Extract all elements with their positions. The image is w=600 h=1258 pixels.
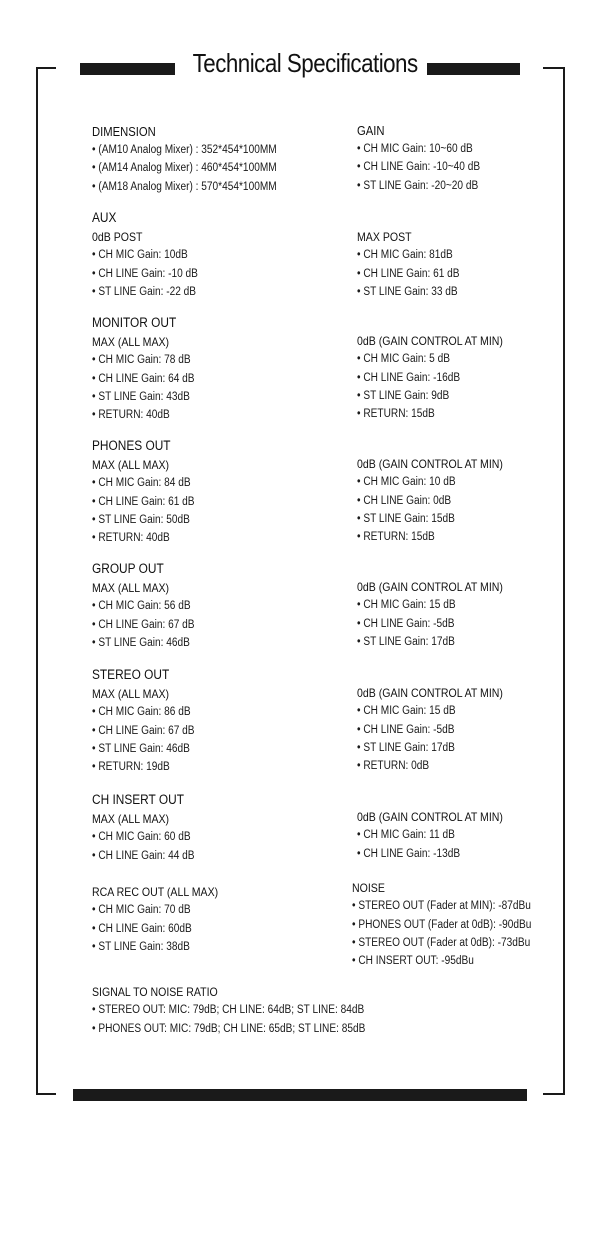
- spec-group-out-min: [357, 578, 503, 651]
- spec-item: • ST LINE Gain: 9dB: [357, 387, 503, 405]
- spec-item: • RETURN: 0dB: [357, 757, 503, 775]
- spec-item: • CH LINE Gain: 61 dB: [357, 265, 460, 283]
- spec-item: • PHONES OUT: MIC: 79dB; CH LINE: 65dB; ST LINE: 85dB: [92, 1020, 365, 1038]
- spec-item: • CH MIC Gain: 56 dB: [92, 597, 195, 615]
- spec-heading: RCA REC OUT (ALL MAX): [92, 885, 219, 899]
- spec-aux: [92, 208, 198, 301]
- spec-item: • CH MIC Gain: 60 dB: [92, 828, 195, 846]
- spec-item: • ST LINE Gain: 15dB: [357, 510, 503, 528]
- spec-subheading: MAX (ALL MAX): [92, 687, 170, 701]
- spec-item: • CH LINE Gain: 61 dB: [92, 493, 195, 511]
- spec-item: • ST LINE Gain: -20~20 dB: [357, 177, 480, 195]
- spec-item: • CH LINE Gain: 64 dB: [92, 370, 195, 388]
- spec-item: • CH LINE Gain: 44 dB: [92, 847, 195, 865]
- spec-heading: NOISE: [352, 881, 385, 895]
- title-bar-left: [80, 63, 175, 75]
- spec-heading: SIGNAL TO NOISE RATIO: [92, 985, 218, 999]
- spec-subheading: MAX (ALL MAX): [92, 458, 170, 472]
- spec-ch-insert-out-min: [357, 808, 503, 863]
- spec-item: • CH MIC Gain: 86 dB: [92, 703, 195, 721]
- spec-gain: [357, 122, 480, 195]
- spec-phones-out: [92, 436, 195, 547]
- spec-item: • CH LINE Gain: 67 dB: [92, 616, 195, 634]
- frame-corner-top-right: [543, 67, 565, 69]
- spec-subheading: 0dB (GAIN CONTROL AT MIN): [357, 810, 503, 824]
- spec-heading: MONITOR OUT: [92, 315, 177, 330]
- spec-item: • CH LINE Gain: -10~40 dB: [357, 158, 480, 176]
- spec-item: • CH INSERT OUT: -95dBu: [352, 952, 531, 970]
- spec-item: • CH MIC Gain: 78 dB: [92, 351, 195, 369]
- spec-item: • STEREO OUT (Fader at 0dB): -73dBu: [352, 934, 531, 952]
- bottom-bar: [73, 1089, 527, 1101]
- spec-phones-out-min: [357, 455, 503, 546]
- spec-stereo-out: [92, 665, 195, 776]
- spec-noise: [352, 879, 531, 970]
- spec-item: • CH MIC Gain: 10dB: [92, 246, 198, 264]
- spec-item: • (AM10 Analog Mixer) : 352*454*100MM: [92, 141, 277, 159]
- spec-rca-rec-out: [92, 883, 218, 956]
- spec-monitor-out-min: [357, 332, 503, 423]
- spec-item: • CH MIC Gain: 10 dB: [357, 473, 503, 491]
- spec-stereo-out-min: [357, 684, 503, 775]
- title-bar-right: [427, 63, 520, 75]
- spec-item: • ST LINE Gain: 17dB: [357, 739, 503, 757]
- spec-dimension: [92, 123, 277, 196]
- spec-subheading: 0dB (GAIN CONTROL AT MIN): [357, 580, 503, 594]
- spec-item: • ST LINE Gain: 46dB: [92, 740, 195, 758]
- spec-item: • CH LINE Gain: 60dB: [92, 920, 218, 938]
- spec-item: • CH LINE Gain: -16dB: [357, 369, 503, 387]
- frame-corner-bottom-right: [543, 1093, 565, 1095]
- frame-corner-bottom-left: [36, 1093, 56, 1095]
- spec-signal-to-noise: [92, 983, 365, 1038]
- spec-item: • CH MIC Gain: 84 dB: [92, 474, 195, 492]
- frame-right-edge: [563, 67, 565, 1095]
- spec-heading: STEREO OUT: [92, 667, 170, 682]
- spec-item: • RETURN: 15dB: [357, 528, 503, 546]
- spec-subheading: 0dB POST: [92, 230, 143, 244]
- spec-ch-insert-out: [92, 790, 195, 865]
- spec-item: • CH MIC Gain: 15 dB: [357, 596, 503, 614]
- frame-left-edge: [36, 67, 38, 1095]
- spec-item: • CH MIC Gain: 15 dB: [357, 702, 503, 720]
- spec-item: • RETURN: 15dB: [357, 405, 503, 423]
- spec-item: • RETURN: 40dB: [92, 529, 195, 547]
- spec-item: • CH MIC Gain: 5 dB: [357, 350, 503, 368]
- page-title: Technical Specifications: [192, 48, 418, 78]
- spec-aux-max-post: [357, 228, 460, 301]
- spec-heading: CH INSERT OUT: [92, 792, 184, 807]
- spec-item: • PHONES OUT (Fader at 0dB): -90dBu: [352, 916, 531, 934]
- spec-item: • CH MIC Gain: 70 dB: [92, 901, 218, 919]
- spec-subheading: 0dB (GAIN CONTROL AT MIN): [357, 334, 503, 348]
- spec-item: • CH MIC Gain: 11 dB: [357, 826, 503, 844]
- spec-group-out: [92, 559, 195, 652]
- spec-item: • (AM14 Analog Mixer) : 460*454*100MM: [92, 159, 277, 177]
- spec-item: • ST LINE Gain: 43dB: [92, 388, 195, 406]
- spec-item: • CH MIC Gain: 10~60 dB: [357, 140, 480, 158]
- spec-item: • CH LINE Gain: 0dB: [357, 492, 503, 510]
- spec-heading: PHONES OUT: [92, 438, 171, 453]
- spec-item: • STEREO OUT: MIC: 79dB; CH LINE: 64dB; ST LINE: 84dB: [92, 1001, 365, 1019]
- spec-item: • RETURN: 19dB: [92, 758, 195, 776]
- spec-item: • ST LINE Gain: 38dB: [92, 938, 218, 956]
- spec-item: • CH LINE Gain: -13dB: [357, 845, 503, 863]
- spec-item: • RETURN: 40dB: [92, 406, 195, 424]
- frame-corner-top-left: [36, 67, 56, 69]
- spec-heading: AUX: [92, 210, 117, 225]
- spec-item: • ST LINE Gain: 50dB: [92, 511, 195, 529]
- spec-item: • STEREO OUT (Fader at MIN): -87dBu: [352, 897, 531, 915]
- spec-item: • CH MIC Gain: 81dB: [357, 246, 460, 264]
- spec-item: • CH LINE Gain: -10 dB: [92, 265, 198, 283]
- spec-subheading: MAX POST: [357, 230, 412, 244]
- spec-item: • ST LINE Gain: 33 dB: [357, 283, 460, 301]
- spec-heading: GROUP OUT: [92, 561, 164, 576]
- spec-item: • ST LINE Gain: -22 dB: [92, 283, 198, 301]
- spec-item: • (AM18 Analog Mixer) : 570*454*100MM: [92, 178, 277, 196]
- spec-item: • ST LINE Gain: 17dB: [357, 633, 503, 651]
- spec-monitor-out: [92, 313, 195, 424]
- spec-heading: DIMENSION: [92, 124, 156, 139]
- spec-subheading: MAX (ALL MAX): [92, 812, 170, 826]
- spec-heading: GAIN: [357, 123, 385, 138]
- spec-item: • CH LINE Gain: -5dB: [357, 721, 503, 739]
- spec-item: • CH LINE Gain: 67 dB: [92, 722, 195, 740]
- spec-item: • CH LINE Gain: -5dB: [357, 615, 503, 633]
- spec-subheading: MAX (ALL MAX): [92, 581, 170, 595]
- spec-subheading: 0dB (GAIN CONTROL AT MIN): [357, 686, 503, 700]
- spec-subheading: MAX (ALL MAX): [92, 335, 170, 349]
- spec-subheading: 0dB (GAIN CONTROL AT MIN): [357, 457, 503, 471]
- spec-item: • ST LINE Gain: 46dB: [92, 634, 195, 652]
